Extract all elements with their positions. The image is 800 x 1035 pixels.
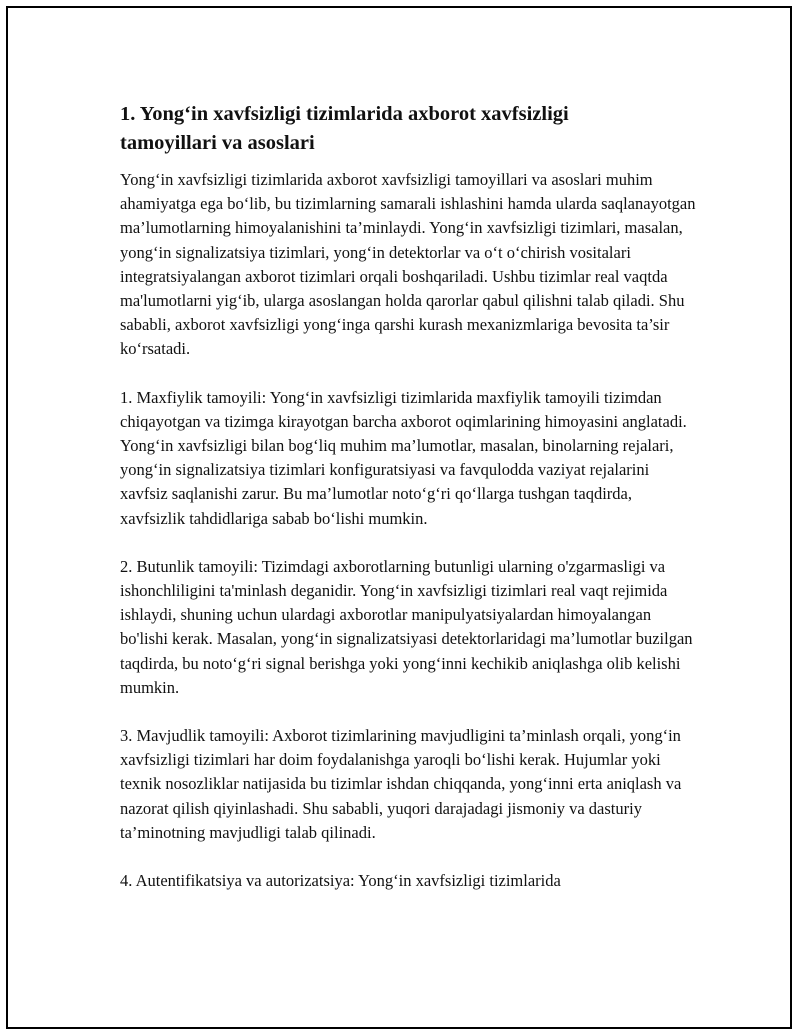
availability-paragraph: 3. Mavjudlik tamoyili: Axborot tizimlarining mavjudligini ta’minlash orqali, yong‘in xavfsizligi tizimlari har doim foydalanishga yaroqli bo‘lishi kerak. Hujumlar yoki texnik nosozliklar natijasida bu tizimlar ishdan chiqqanda, yong‘inni erta aniqlash va nazorat qilish qiyinlashadi. Shu sababli, yuqori darajadagi jismoniy va dasturiy ta’minotning mavjudligi talab qilinadi. <box>120 726 682 842</box>
intro-paragraph: Yong‘in xavfsizligi tizimlarida axborot xavfsizligi tamoyillari va asoslari muhim ahamiyatga ega bo‘lib, bu tizimlarning samarali ishlashini hamda ularda saqlanayotgan ma’lumotlarning himoyalanishini ta’minlaydi. Yong‘in xavfsizligi tizimlari, masalan, yong‘in signalizatsiya tizimlari, yong‘in detektorlar va o‘t o‘chirish vositalari integratsiyalangan axborot tizimlari orqali boshqariladi. Ushbu tizimlar real vaqtda ma'lumotlarni yig‘ib, ularga asoslangan holda qarorlar qabul qilishni talab qiladi. Shu sababli, axborot xavfsizligi yong‘inga qarshi kurash mexanizmlariga bevosita ta’sir ko‘rsatadi. <box>120 170 696 359</box>
integrity-paragraph: 2. Butunlik tamoyili: Tizimdagi axborotlarning butunligi ularning o'zgarmasligi va ishonchliligini ta'minlash deganidir. Yong‘in xavfsizligi tizimlari real vaqt rejimida ishlaydi, shuning uchun ulardagi axborotlar manipulyatsiyalardan himoyalangan bo'lishi kerak. Masalan, yong‘in signalizatsiyasi detektorlaridagi ma’lumotlar buzilgan taqdirda, bu noto‘g‘ri signal berishga yoki yong‘inni kechikib aniqlashga olib kelishi mumkin. <box>120 556 693 697</box>
document-body <box>120 100 700 917</box>
confidentiality-paragraph: 1. Maxfiylik tamoyili: Yong‘in xavfsizligi tizimlarida maxfiylik tamoyili tizimdan chiqayotgan va tizimga kirayotgan barcha axborot oqimlarining himoyasini anglatadi. Yong‘in xavfsizligi bilan bog‘liq muhim ma’lumotlar, masalan, binolarning rejalari, yong‘in signalizatsiya tizimlari konfiguratsiyasi va favqulodda vaziyat rejalarini xavfsiz saqlanishi zarur. Bu ma’lumotlar noto‘g‘ri qo‘llarga tushgan taqdirda, xavfsizlik tahdidlariga sabab bo‘lishi mumkin. <box>120 387 687 528</box>
authentication-paragraph: 4. Autentifikatsiya va autorizatsiya: Yong‘in xavfsizligi tizimlarida <box>120 871 561 891</box>
page-frame <box>6 6 792 1029</box>
section-title: 1. Yong‘in xavfsizligi tizimlarida axborot xavfsizligi tamoyillari va asoslari <box>120 103 569 154</box>
